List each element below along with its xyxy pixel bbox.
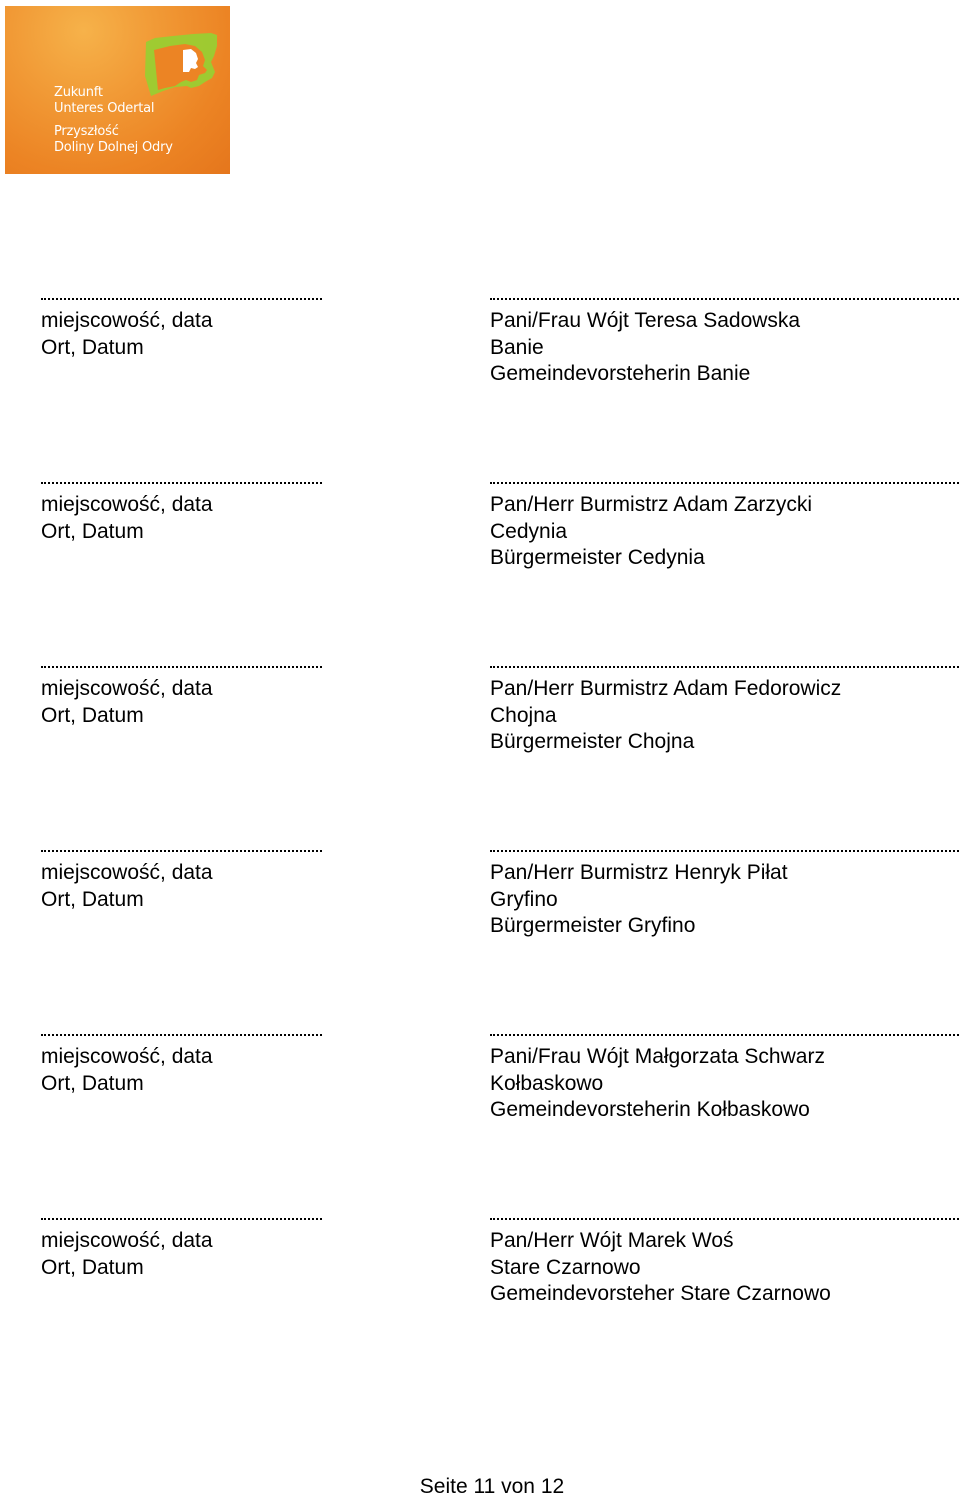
place-date-label-de: Ort, Datum [41,1255,144,1279]
place-date-label-de: Ort, Datum [41,703,144,727]
signatory-title: Gemeindevorsteherin Kołbaskowo [490,1098,810,1121]
signatory-place: Chojna [490,703,557,727]
signature-line-signatory [490,1034,959,1036]
signature-block [0,298,960,418]
logo-line: Doliny Dolnej Odry [54,140,173,155]
signatory-place: Stare Czarnowo [490,1255,641,1279]
place-date-label-pl: miejscowość, data [41,1229,213,1252]
place-date-label [41,1228,213,1281]
signature-line-signatory [490,482,959,484]
signature-line-signatory [490,666,959,668]
signature-line-signatory [490,1218,959,1220]
place-date-label-pl: miejscowość, data [41,493,213,516]
place-date-label-pl: miejscowość, data [41,677,213,700]
signature-line-place-date [41,1218,322,1220]
signature-line-signatory [490,298,959,300]
signature-line-signatory [490,850,959,852]
signatory-name: Pan/Herr Burmistrz Adam Fedorowicz [490,677,842,700]
signatory [490,676,841,756]
place-date-label-pl: miejscowość, data [41,1045,213,1068]
signatory-name: Pan/Herr Burmistrz Adam Zarzycki [490,493,813,516]
place-date-label-de: Ort, Datum [41,519,144,543]
signatory [490,308,800,388]
logo-line: Unteres Odertal [54,101,155,116]
project-logo [5,6,230,174]
place-date-label [41,492,213,545]
place-date-label-pl: miejscowość, data [41,309,213,332]
signatory [490,1228,831,1308]
place-date-label-de: Ort, Datum [41,1071,144,1095]
place-date-label [41,308,213,361]
signatory-title: Gemeindevorsteherin Banie [490,362,751,385]
signature-block [0,1218,960,1338]
place-date-label [41,676,213,729]
logo-line: Zukunft [54,85,103,100]
logo-line: Przyszłość [54,124,119,139]
signature-line-place-date [41,666,322,668]
signatory-title: Bürgermeister Gryfino [490,914,696,937]
place-date-label [41,1044,213,1097]
signature-line-place-date [41,298,322,300]
signature-block [0,666,960,786]
place-date-label-de: Ort, Datum [41,887,144,911]
signatory-name: Pan/Herr Burmistrz Henryk Piłat [490,861,788,884]
signatory-place: Banie [490,335,544,359]
signature-block [0,482,960,602]
signatory-title: Gemeindevorsteher Stare Czarnowo [490,1282,831,1305]
signatory [490,492,812,572]
signatory-name: Pan/Herr Wójt Marek Woś [490,1229,734,1252]
signatory-name: Pani/Frau Wójt Małgorzata Schwarz [490,1045,825,1068]
signature-line-place-date [41,1034,322,1036]
place-date-label-pl: miejscowość, data [41,861,213,884]
signature-line-place-date [41,482,322,484]
signatory-title: Bürgermeister Chojna [490,730,695,753]
signatory [490,1044,825,1124]
signatory-place: Gryfino [490,887,558,911]
signature-block [0,850,960,970]
signatory-place: Kołbaskowo [490,1071,604,1095]
logo-text-german [54,85,154,117]
signatory-place: Cedynia [490,519,568,543]
signature-line-place-date [41,850,322,852]
signatory [490,860,788,940]
signatory-name: Pani/Frau Wójt Teresa Sadowska [490,309,801,332]
logo-text-polish [54,124,173,156]
place-date-label [41,860,213,913]
signatory-title: Bürgermeister Cedynia [490,546,705,569]
place-date-label-de: Ort, Datum [41,335,144,359]
page-number: Seite 11 von 12 [419,1475,565,1498]
signature-block [0,1034,960,1154]
